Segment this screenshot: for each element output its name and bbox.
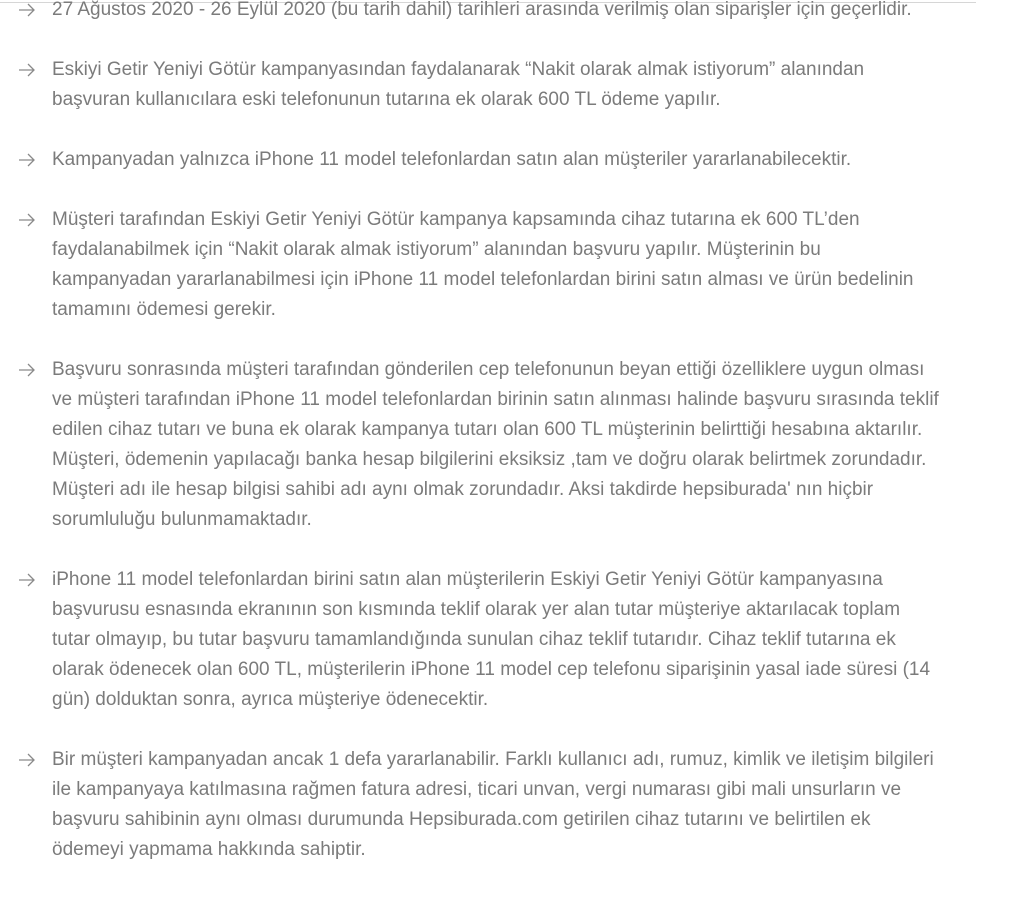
- list-item-text: 27 Ağustos 2020 - 26 Eylül 2020 (bu tarih dahil) tarihleri arasında verilmiş olan siparişler için geçerlidir.: [52, 0, 912, 20]
- list-item-text: Eskiyi Getir Yeniyi Götür kampanyasından faydalanarak “Nakit olarak almak istiyorum” alanından başvuran kullanıcılara eski telefonunun tutarına ek olarak 600 TL ödeme yapılır.: [52, 59, 865, 110]
- list-item: [0, 205, 942, 325]
- arrow-right-icon: [18, 355, 38, 385]
- list-item-text: Kampanyadan yalnızca iPhone 11 model telefonlardan satın alan müşteriler yararlanabilecektir.: [52, 149, 852, 170]
- list-item-text: Müşteri tarafından Eskiyi Getir Yeniyi Götür kampanya kapsamında cihaz tutarına ek 600 TL’den faydalanabilmek için “Nakit olarak almak istiyorum” alanından başvuru yapılır. Müşterinin bu kampanyadan yararlanabilmesi için iPhone 11 model telefonlardan birini satın alması ve ürün bedelinin tamamını ödemesi gerekir.: [52, 209, 914, 320]
- list-item-text: Başvuru sonrasında müşteri tarafından gönderilen cep telefonunun beyan ettiği özelliklere uygun olması ve müşteri tarafından iPhone 11 model telefonlardan birinin satın alınması halinde başvuru sırasında teklif edilen cihaz tutarı ve buna ek olarak kampanya tutarı olan 600 TL müşterinin belirttiği hesabına aktarılır. Müşteri, ödemenin yapılacağı banka hesap bilgilerini eksiksiz ,tam ve doğru olarak belirtmek zorundadır. Müşteri adı ile hesap bilgisi sahibi adı aynı olmak zorundadır. Aksi takdirde hepsiburada' nın hiçbir sorumluluğu bulunmamaktadır.: [52, 359, 939, 530]
- arrow-right-icon: [18, 0, 38, 25]
- list-item-text: iPhone 11 model telefonlardan birini satın alan müşterilerin Eskiyi Getir Yeniyi Götür kampanyasına başvurusu esnasında ekranının son kısmında teklif olarak yer alan tutar müşteriye aktarılacak toplam tutar olmayıp, bu tutar başvuru tamamlandığında sunulan cihaz teklif tutarıdır. Cihaz teklif tutarına ek olarak ödenecek olan 600 TL, müşterilerin iPhone 11 model cep telefonu siparişinin yasal iade süresi (14 gün) dolduktan sonra, ayrıca müşteriye ödenecektir.: [52, 569, 931, 710]
- list-item: [0, 565, 942, 715]
- arrow-right-icon: [18, 55, 38, 85]
- arrow-right-icon: [18, 205, 38, 235]
- list-item: [0, 55, 942, 115]
- list-item: [0, 745, 942, 865]
- list-item: [0, 0, 942, 25]
- list-item: [0, 355, 942, 535]
- list-item: [0, 145, 942, 175]
- arrow-right-icon: [18, 565, 38, 595]
- list-item-text: Bir müşteri kampanyadan ancak 1 defa yararlanabilir. Farklı kullanıcı adı, rumuz, kimlik ve iletişim bilgileri ile kampanyaya katılmasına rağmen fatura adresi, ticari unvan, vergi numarası gibi mali unsurların ve başvuru sahibinin aynı olması durumunda Hepsiburada.com getirilen cihaz tutarını ve belirtilen ek ödemeyi yapmama hakkında sahiptir.: [52, 749, 934, 860]
- arrow-right-icon: [18, 145, 38, 175]
- arrow-right-icon: [18, 745, 38, 775]
